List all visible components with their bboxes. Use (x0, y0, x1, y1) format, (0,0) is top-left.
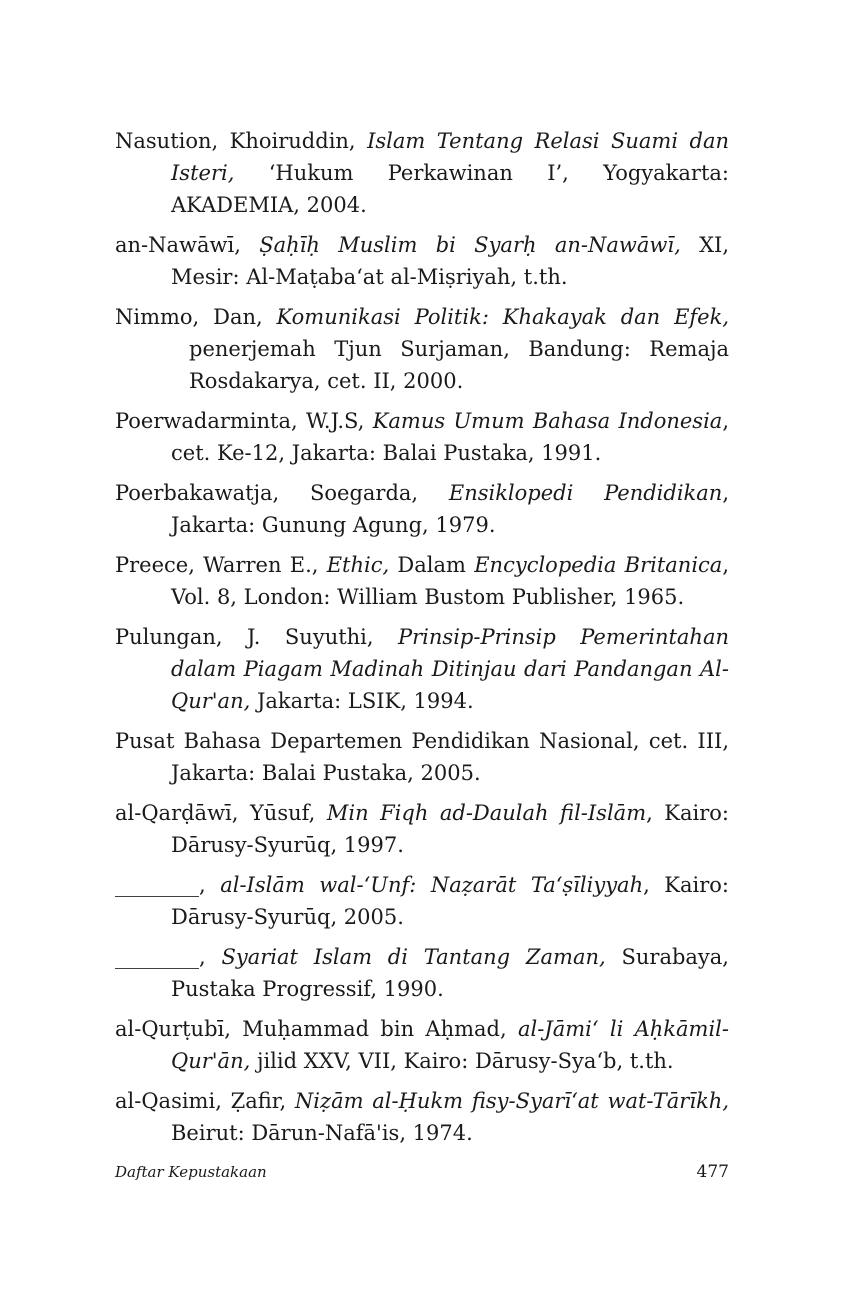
bibliography-entry: an-Nawāwī, Ṣaḥīḥ Muslim bi Syarḥ an-Nawāwī, XI, Mesir: Al-Maṭaba‘at al-Miṣriyah, t.th. (115, 233, 729, 289)
bibliography-entry: Pulungan, J. Suyuthi, Prinsip-Prinsip Pemerintahan dalam Piagam Madinah Ditinjau dari Pandangan Al-Qur'an, Jakarta: LSIK, 1994. (115, 625, 729, 713)
bibliography-entry: al-Qurṭubī, Muḥammad bin Aḥmad, al-Jāmi‘ li Aḥkāmil-Qur'ān, jilid XXV, VII, Kairo: Dārusy-Sya‘b, t.th. (115, 1017, 729, 1073)
bibliography-entry: al-Qasimi, Ẓafir, Niẓām al-Ḥukm fisy-Syarī‘at wat-Tārīkh, Beirut: Dārun-Nafā'is, 1974. (115, 1089, 729, 1145)
bibliography-entry: ________, Syariat Islam di Tantang Zaman, Surabaya, Pustaka Progressif, 1990. (115, 945, 729, 1001)
page-number: 477 (696, 1162, 729, 1182)
bibliography-entry: Nimmo, Dan, Komunikasi Politik: Khakayak dan Efek, penerjemah Tjun Surjaman, Bandung: Remaja Rosdakarya, cet. II, 2000. (115, 305, 729, 393)
bibliography-entry: Poerwadarminta, W.J.S, Kamus Umum Bahasa Indonesia, cet. Ke-12, Jakarta: Balai Pustaka, 1991. (115, 409, 730, 465)
bibliography-entry: Pusat Bahasa Departemen Pendidikan Nasional, cet. III, Jakarta: Balai Pustaka, 2005. (115, 729, 729, 785)
bibliography-entry: al-Qarḍāwī, Yūsuf, Min Fiqh ad-Daulah fil-Islām, Kairo: Dārusy-Syurūq, 1997. (115, 801, 729, 857)
bibliography-entry: Preece, Warren E., Ethic, Dalam Encyclopedia Britanica, Vol. 8, London: William Bustom Publisher, 1965. (115, 553, 729, 609)
bibliography-list (115, 125, 729, 1157)
bibliography-entry: Nasution, Khoiruddin, Islam Tentang Relasi Suami dan Isteri, ‘Hukum Perkawinan I’, Yogyakarta: AKADEMIA, 2004. (115, 129, 729, 217)
running-footer-title: Daftar Kepustakaan (115, 1163, 267, 1181)
bibliography-entry: ________, al-Islām wal-‘Unf: Naẓarāt Ta‘ṣīliyyah, Kairo: Dārusy-Syurūq, 2005. (115, 873, 729, 929)
bibliography-entry: Poerbakawatja, Soegarda, Ensiklopedi Pendidikan, Jakarta: Gunung Agung, 1979. (115, 481, 729, 537)
